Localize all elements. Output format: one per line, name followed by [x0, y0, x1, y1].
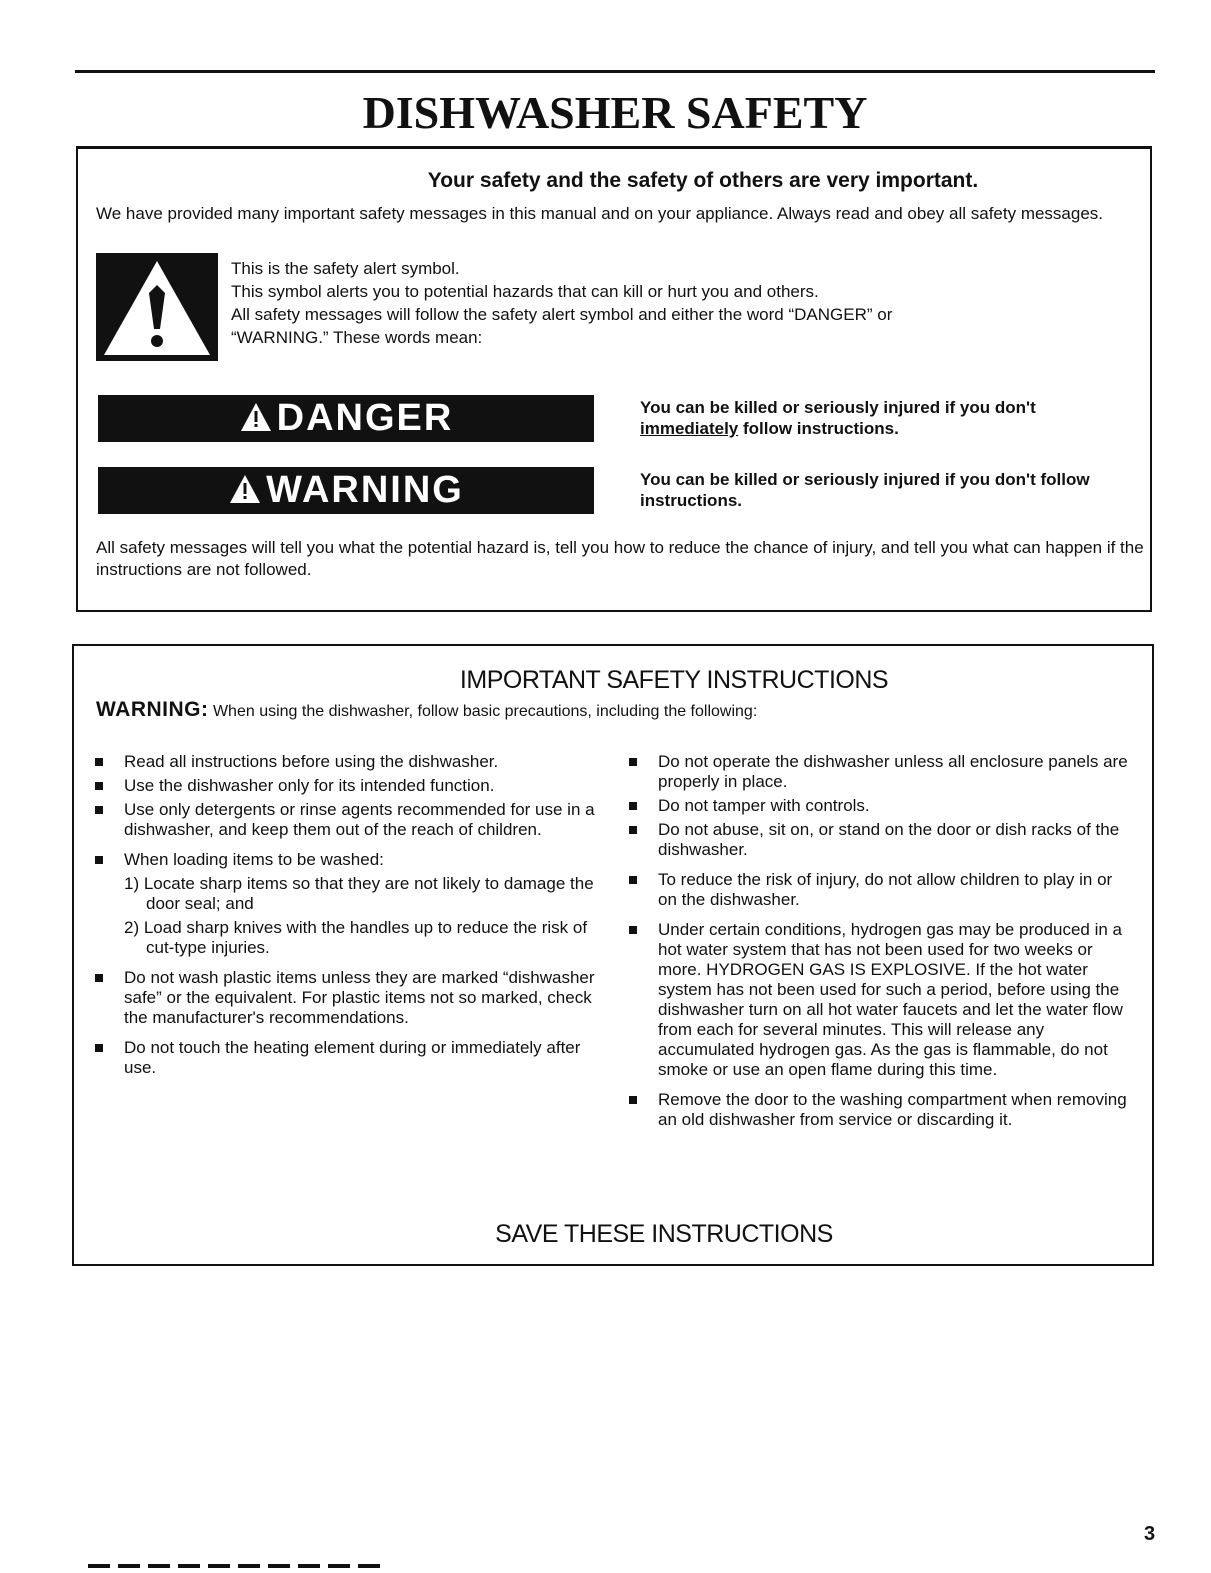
- save-instructions: SAVE THESE INSTRUCTIONS: [495, 1220, 833, 1248]
- safety-heading: Your safety and the safety of others are very important.: [427, 169, 979, 192]
- list-item: Under certain conditions, hydrogen gas may be produced in a hot water system that has not been used for two weeks or more. HYDROGEN GAS IS EXPLOSIVE. If the hot water system has not been used for such a period, before using the dishwasher turn on all hot water faucets and let the water flow from each for several minutes. This will release any accumulated hydrogen gas. As the gas is flammable, do not smoke or use an open flame during this time.: [628, 920, 1128, 1080]
- list-item: Remove the door to the washing compartment when removing an old dishwasher from service or discarding it.: [628, 1090, 1128, 1130]
- page-title: DISHWASHER SAFETY: [362, 87, 868, 138]
- safety-alert-symbol-icon: [96, 253, 218, 361]
- instructions-right-column: [628, 752, 1128, 1134]
- list-item: Do not tamper with controls.: [628, 796, 1128, 816]
- alert-line: This symbol alerts you to potential hazards that can kill or hurt you and others.: [231, 282, 819, 301]
- top-rule: [75, 70, 1155, 73]
- alert-line: This is the safety alert symbol.: [231, 259, 460, 278]
- instructions-left-column: [94, 752, 599, 1082]
- list-item: Do not operate the dishwasher unless all enclosure panels are properly in place.: [628, 752, 1128, 792]
- bottom-edge-marks: [88, 1564, 388, 1568]
- list-item: Use only detergents or rinse agents recommended for use in a dishwasher, and keep them out of the reach of children.: [94, 800, 599, 840]
- list-item: Do not abuse, sit on, or stand on the door or dish racks of the dishwasher.: [628, 820, 1128, 860]
- loading-step: 1) Locate sharp items so that they are not likely to damage the door seal; and: [124, 874, 594, 913]
- danger-label: DANGER: [276, 397, 454, 439]
- safety-outro: All safety messages will tell you what the potential hazard is, tell you how to reduce the chance of injury, and tell you what can happen if the instructions are not followed.: [96, 538, 1144, 579]
- list-item: To reduce the risk of injury, do not allow children to play in or on the dishwasher.: [628, 870, 1128, 910]
- alert-line: All safety messages will follow the safety alert symbol and either the word “DANGER” or: [231, 305, 893, 324]
- alert-line: “WARNING.” These words mean:: [231, 328, 483, 347]
- list-item: When loading items to be washed: 1) Locate sharp items so that they are not likely to damage the door seal; and 2) Load sharp knives with the handles up to reduce the risk of cut-type injuries.: [94, 850, 599, 958]
- warning-label: WARNING: [266, 469, 464, 511]
- danger-signal-banner: [98, 395, 594, 442]
- page-number: 3: [1144, 1523, 1156, 1545]
- alert-explanation: [231, 257, 1111, 349]
- warning-triangle-icon: [228, 467, 262, 507]
- instructions-warning: WARNING: When using the dishwasher, follow basic precautions, including the following:: [96, 698, 758, 721]
- warning-signal-banner: [98, 467, 594, 514]
- instructions-box: [72, 644, 1154, 1266]
- list-item: Do not touch the heating element during or immediately after use.: [94, 1038, 599, 1078]
- safety-intro: We have provided many important safety messages in this manual and on your appliance. Always read and obey all safety messages.: [96, 204, 1104, 223]
- list-item: Read all instructions before using the dishwasher.: [94, 752, 599, 772]
- danger-description: You can be killed or seriously injured if you don't immediately follow instructions.: [640, 398, 1036, 438]
- safety-box: [76, 146, 1152, 612]
- instructions-title: IMPORTANT SAFETY INSTRUCTIONS: [459, 666, 889, 694]
- warning-description: You can be killed or seriously injured if you don't follow instructions.: [640, 470, 1090, 510]
- list-item: Use the dishwasher only for its intended function.: [94, 776, 599, 796]
- list-item: Do not wash plastic items unless they are marked “dishwasher safe” or the equivalent. For plastic items not so marked, check the manufacturer's recommendations.: [94, 968, 599, 1028]
- warning-triangle-icon: [239, 395, 273, 435]
- loading-step: 2) Load sharp knives with the handles up to reduce the risk of cut-type injuries.: [124, 918, 588, 957]
